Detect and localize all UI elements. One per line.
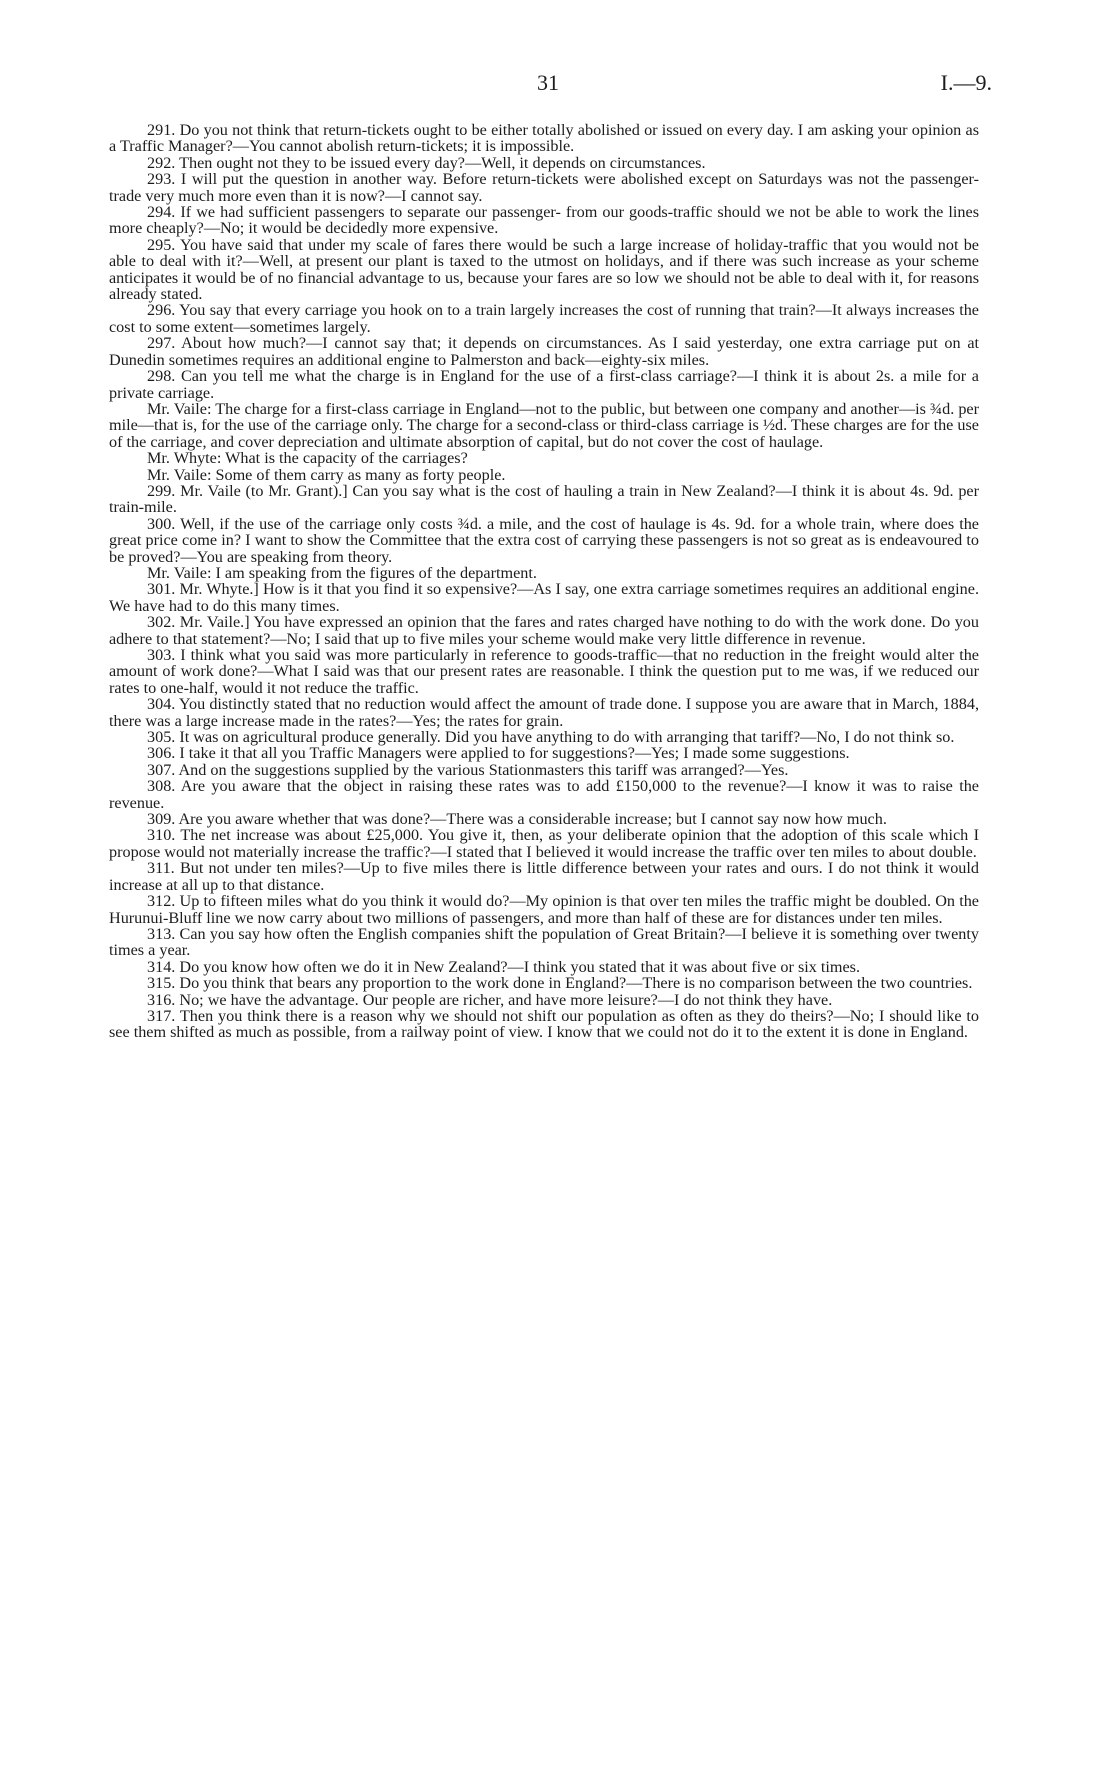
page-number: 31 xyxy=(537,70,559,95)
question-mr-whyte-capacity: Mr. Whyte: What is the capacity of the carriages? xyxy=(147,449,468,468)
paragraph-307: 307. And on the suggestions supplied by the various Stationmasters this tariff was arranged?—Yes. xyxy=(147,760,789,779)
paragraph-301: 301. Mr. Whyte.] How is it that you find it so expensive?—As I say, one extra carriage sometimes requires an additional engine. We have had to do this many times. xyxy=(109,580,979,615)
paragraph-297: 297. About how much?—I cannot say that; it depends on circumstances. As I said yesterday, one extra carriage put on at Dunedin sometimes requires an additional engine to Palmerston and back—eighty-six miles. xyxy=(109,334,979,369)
paragraph-317: 317. Then you think there is a reason why we should not shift our population as often as they do theirs?—No; I should like to see them shifted as much as possible, from a railway point of view. I know that we could not do it to the extent it is done in England. xyxy=(109,1006,979,1042)
paragraph-291: 291. Do you not think that return-tickets ought to be either totally abolished or issued on every day. I am asking your opinion as a Traffic Manager?—You cannot abolish return-tickets; it is impossible. xyxy=(109,121,979,156)
paragraph-305: 305. It was on agricultural produce generally. Did you have anything to do with arranging that tariff?—No, I do not think so. xyxy=(147,728,955,747)
paragraph-294: 294. If we had sufficient passengers to separate our passenger- from our goods-traffic should we not be able to work the lines more cheaply?—No; it would be decidedly more expensive. xyxy=(109,203,979,238)
paragraph-304: 304. You distinctly stated that no reduction would affect the amount of trade done. I suppose you are aware that in March, 1884, there was a large increase made in the rates?—Yes; the rates for grain. xyxy=(109,695,979,730)
document-reference: I.—9. xyxy=(940,70,992,95)
paragraph-310: 310. The net increase was about £25,000. You give it, then, as your deliberate opinion that the adoption of this scale which I propose would not materially increase the traffic?—I stated that I believed it would increase the traffic over ten miles to about double. xyxy=(109,826,979,861)
paragraph-298: 298. Can you tell me what the charge is in England for the use of a first-class carriage?—I think it is about 2s. a mile for a private carriage. xyxy=(109,367,979,402)
paragraph-313: 313. Can you say how often the English companies shift the population of Great Britain?—I believe it is something over twenty times a year. xyxy=(109,924,979,960)
paragraph-309: 309. Are you aware whether that was done?—There was a considerable increase; but I cannot say now how much. xyxy=(147,810,887,829)
statement-mr-vaile-capacity: Mr. Vaile: Some of them carry as many as forty people. xyxy=(147,465,506,484)
paragraph-316: 316. No; we have the advantage. Our people are richer, and have more leisure?—I do not think they have. xyxy=(147,990,833,1009)
paragraph-308: 308. Are you aware that the object in raising these rates was to add £150,000 to the revenue?—I know it was to raise the revenue. xyxy=(109,777,979,812)
paragraph-315: 315. Do you think that bears any proportion to the work done in England?—There is no comparison between the two countries. xyxy=(147,974,973,993)
paragraph-292: 292. Then ought not they to be issued every day?—Well, it depends on circumstances. xyxy=(147,153,706,172)
paragraph-312: 312. Up to fifteen miles what do you think it would do?—My opinion is that over ten miles the traffic might be doubled. On the Hurunui-Bluff line we now carry about two millions of passengers, and more than half of these are for distances under ten miles. xyxy=(109,892,979,927)
statement-mr-vaile-figures: Mr. Vaile: I am speaking from the figures of the department. xyxy=(147,563,537,582)
paragraph-299: 299. Mr. Vaile (to Mr. Grant).] Can you say what is the cost of hauling a train in New Zealand?—I think it is about 4s. 9d. per train-mile. xyxy=(109,481,979,517)
page-header xyxy=(0,70,1114,100)
paragraph-296: 296. You say that every carriage you hook on to a train largely increases the cost of running that train?—It always increases the cost to some extent—sometimes largely. xyxy=(109,301,979,336)
paragraph-311: 311. But not under ten miles?—Up to five miles there is little difference between your rates and ours. I do not think it would increase at all up to that distance. xyxy=(109,859,979,894)
statement-mr-vaile-charges: Mr. Vaile: The charge for a first-class carriage in England—not to the public, but between one company and another—is ¾d. per mile—that is, for the use of the carriage only. The charge for a second-class or third-class carriage is ½d. These charges are for the use of the carriage, and cover depreciation and ultimate absorption of capital, but do not cover the cost of haulage. xyxy=(109,399,979,451)
paragraph-300: 300. Well, if the use of the carriage only costs ¾d. a mile, and the cost of haulage is 4s. 9d. for a whole train, where does the great price come in? I want to show the Committee that the extra cost of carrying these passengers is not so great as is endeavoured to be proved?—You are speaking from theory. xyxy=(109,514,979,566)
paragraph-293: 293. I will put the question in another way. Before return-tickets were abolished except on Saturdays was not the passenger-trade very much more even than it is now?—I cannot say. xyxy=(109,170,979,205)
evidence-text xyxy=(109,122,979,1041)
paragraph-295: 295. You have said that under my scale of fares there would be such a large increase of holiday-traffic that you would not be able to deal with it?—Well, at present our plant is taxed to the utmost on holidays, and if there was such increase as your scheme anticipates it would be of no financial advantage to us, because your fares are so low we should not be able to deal with it, for reasons already stated. xyxy=(109,235,979,304)
paragraph-303: 303. I think what you said was more particularly in reference to goods-traffic—that no reduction in the freight would alter the amount of work done?—What I said was that our present rates are reasonable. I think the question put to me was, if we reduced our rates to one-half, would it not reduce the traffic. xyxy=(109,646,979,697)
paragraph-306: 306. I take it that all you Traffic Managers were applied to for suggestions?—Yes; I made some suggestions. xyxy=(147,744,850,763)
paragraph-302: 302. Mr. Vaile.] You have expressed an opinion that the fares and rates charged have nothing to do with the work done. Do you adhere to that statement?—No; I said that up to five miles your scheme would make very little difference in revenue. xyxy=(109,613,979,648)
paragraph-314: 314. Do you know how often we do it in New Zealand?—I think you stated that it was about five or six times. xyxy=(147,957,861,976)
